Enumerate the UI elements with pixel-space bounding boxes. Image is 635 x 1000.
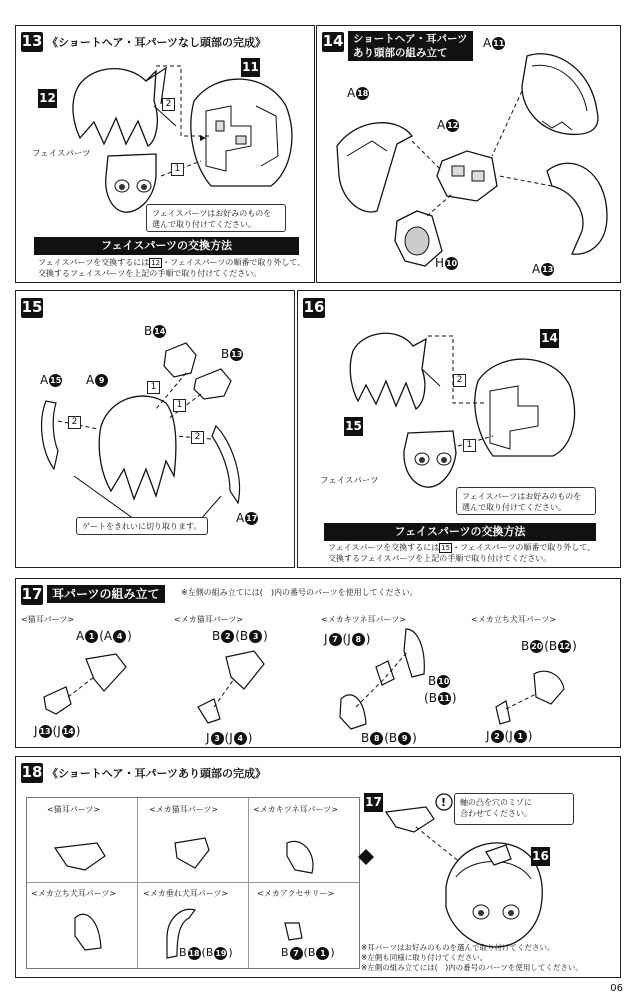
part-number: 14 bbox=[62, 727, 74, 736]
part-letter: B bbox=[307, 946, 316, 959]
part-letter: A bbox=[86, 373, 95, 387]
part-letter: B bbox=[281, 946, 289, 959]
exchange-bar: フェイスパーツの交換方法 bbox=[34, 237, 299, 255]
face-parts-label: フェイスパーツ bbox=[32, 149, 91, 159]
part-letter: B bbox=[221, 347, 230, 361]
part-letter: B bbox=[548, 639, 558, 653]
step-16-panel bbox=[297, 290, 621, 568]
face-note: フェイスパーツはお好みのものを 選んで取り付けてください。 bbox=[456, 487, 596, 515]
hair-part-illustration bbox=[16, 26, 316, 226]
part-callout: J 13 (J 14 ) bbox=[34, 724, 81, 738]
callout-note: 軸の凸を穴のミゾに 合わせてください。 bbox=[454, 793, 574, 825]
part-number: 3 bbox=[211, 732, 224, 745]
part-letter: B bbox=[205, 946, 214, 959]
part-letter: A bbox=[76, 629, 85, 643]
part-letter: J bbox=[486, 729, 490, 743]
part-letter: J bbox=[347, 632, 351, 646]
category-label: <メカ猫耳パーツ> bbox=[174, 615, 244, 624]
part-callout-a11 bbox=[483, 36, 506, 50]
order-marker: 2 bbox=[162, 98, 175, 111]
part-callout: J 7 (J 8 ) bbox=[324, 632, 371, 646]
part-label: 17 bbox=[364, 793, 383, 812]
step-18-panel bbox=[15, 756, 621, 978]
part-callout-a9 bbox=[86, 373, 109, 387]
part-letter: A bbox=[236, 511, 245, 525]
part-number: 13 bbox=[542, 265, 554, 274]
part-number: 12 bbox=[559, 642, 571, 651]
part-letter: J bbox=[206, 731, 210, 745]
part-callout: J 3 (J 4 ) bbox=[206, 731, 253, 745]
part-number: 7 bbox=[290, 947, 303, 960]
part-letter: J bbox=[324, 632, 328, 646]
order-marker: 2 bbox=[68, 416, 81, 429]
svg-text:!: ! bbox=[441, 796, 447, 809]
part-callout: B 20 (B 12 ) bbox=[521, 639, 577, 653]
category-label: <メカ立ち犬耳パーツ> bbox=[471, 615, 557, 624]
option-label: <猫耳パーツ> bbox=[47, 805, 101, 814]
exchange-text-2: 交換するフェイスパーツを上記の手順で取り付けてください。 bbox=[38, 269, 262, 278]
step-number: 14 bbox=[322, 32, 344, 50]
part-number: 4 bbox=[234, 732, 247, 745]
gate-note: ゲートをきれいに切り取ります。 bbox=[76, 517, 208, 535]
order-marker: 1 bbox=[463, 439, 476, 452]
option-label: <メカアクセサリー> bbox=[257, 889, 335, 898]
option-label: <メカ垂れ犬耳パーツ> bbox=[143, 889, 229, 898]
step-title: 《ショートヘア・耳パーツなし頭部の完成》 bbox=[47, 36, 267, 49]
ear-parts-illustration bbox=[16, 579, 622, 749]
part-letter: H bbox=[435, 256, 445, 270]
exchange-post: ・フェイスパーツの順番で取り外して、 bbox=[452, 543, 596, 552]
part-number: 11 bbox=[493, 39, 505, 48]
step-note: ※左側の組み立てには( )内の番号のパーツを使用してください。 bbox=[361, 963, 583, 972]
part-number: 13 bbox=[39, 727, 51, 736]
part-callout bbox=[428, 674, 451, 688]
part-number: 7 bbox=[329, 633, 342, 646]
part-callout: (B 11 ) bbox=[424, 691, 457, 705]
part-letter: B bbox=[388, 731, 398, 745]
part-letter: A bbox=[347, 86, 356, 100]
exchange-num: 12 bbox=[151, 259, 161, 267]
part-callout: B 8 (B 9 ) bbox=[361, 731, 417, 745]
step-number: 15 bbox=[21, 298, 43, 316]
part-number: 10 bbox=[445, 259, 458, 268]
part-callout: A 1 (A 4 ) bbox=[76, 629, 132, 643]
order-marker: 2 bbox=[191, 431, 204, 444]
part-letter: B bbox=[521, 639, 530, 653]
part-label: 14 bbox=[540, 329, 559, 348]
part-number: 8 bbox=[370, 732, 383, 745]
part-number: 4 bbox=[113, 630, 126, 643]
part-number: 1 bbox=[316, 947, 329, 960]
step-note: ※左側の組み立てには( )内の番号のパーツを使用してください。 bbox=[181, 588, 418, 597]
part-number: 10 bbox=[438, 677, 450, 686]
part-callout-a12 bbox=[437, 118, 460, 132]
part-letter: B bbox=[179, 946, 187, 959]
part-number: 3 bbox=[249, 630, 262, 643]
part-letter: B bbox=[428, 674, 437, 688]
step-number: 13 bbox=[21, 32, 43, 50]
part-label: 16 bbox=[531, 847, 550, 866]
option-label: <メカ立ち犬耳パーツ> bbox=[31, 889, 117, 898]
step-15-panel bbox=[15, 290, 295, 568]
part-callout-b14 bbox=[144, 324, 167, 338]
part-label: 12 bbox=[38, 89, 57, 108]
part-number: 1 bbox=[85, 630, 98, 643]
part-number: 18 bbox=[357, 89, 369, 98]
page-number: 06 bbox=[610, 983, 623, 994]
part-number: 11 bbox=[438, 694, 450, 703]
part-callout-h10 bbox=[435, 256, 459, 270]
order-marker: 1 bbox=[173, 399, 186, 412]
part-number: 2 bbox=[491, 730, 504, 743]
exchange-pre: フェイスパーツを交換するには bbox=[38, 258, 150, 267]
part-letter: J bbox=[229, 731, 233, 745]
part-callout-a15 bbox=[40, 373, 63, 387]
part-callout-a13 bbox=[532, 262, 555, 276]
category-label: <メカキツネ耳パーツ> bbox=[321, 615, 406, 624]
part-letter: J bbox=[34, 724, 38, 738]
part-number: 15 bbox=[50, 376, 62, 385]
exchange-bar: フェイスパーツの交換方法 bbox=[324, 523, 596, 541]
exchange-num: 15 bbox=[441, 544, 451, 552]
step-14-panel bbox=[316, 25, 621, 283]
order-marker: 1 bbox=[147, 381, 160, 394]
part-letter: A bbox=[483, 36, 492, 50]
part-callout: J 2 (J 1 ) bbox=[486, 729, 533, 743]
part-number: 9 bbox=[95, 374, 108, 387]
part-number: 13 bbox=[231, 350, 243, 359]
part-letter: B bbox=[428, 691, 437, 705]
face-parts-label: フェイスパーツ bbox=[320, 476, 379, 486]
step-number: 17 bbox=[21, 585, 43, 603]
part-callout: B 2 (B 3 ) bbox=[212, 629, 268, 643]
step-note: ※左側も同様に取り付けてください。 bbox=[361, 953, 488, 962]
part-callout: B 7 (B 1 ) bbox=[281, 946, 335, 959]
part-letter: A bbox=[40, 373, 49, 387]
part-label: 15 bbox=[344, 417, 363, 436]
step-note: ※耳パーツはお好みのものを選んで取り付けてください。 bbox=[361, 943, 555, 952]
step-number: 16 bbox=[303, 298, 325, 316]
step-title-line2: あり頭部の組み立て bbox=[353, 47, 448, 59]
face-note: フェイスパーツはお好みのものを 選んで取り付けてください。 bbox=[146, 204, 286, 232]
part-callout-a17 bbox=[236, 511, 259, 525]
step-title: 《ショートヘア・耳パーツあり頭部の完成》 bbox=[47, 767, 267, 780]
part-callout-b13 bbox=[221, 347, 244, 361]
part-letter: J bbox=[509, 729, 513, 743]
part-callout-a18 bbox=[347, 86, 370, 100]
part-number: 8 bbox=[352, 633, 365, 646]
part-number: 18 bbox=[188, 948, 200, 958]
part-letter: B bbox=[361, 731, 370, 745]
order-marker: 2 bbox=[453, 374, 466, 387]
exchange-text-2: 交換するフェイスパーツを上記の手順で取り付けてください。 bbox=[328, 554, 552, 563]
step-title-line1: ショートヘア・耳パーツ bbox=[353, 33, 468, 45]
step-title: 耳パーツの組み立て bbox=[47, 585, 165, 603]
option-label: <メカ猫耳パーツ> bbox=[149, 805, 219, 814]
part-letter: A bbox=[532, 262, 541, 276]
part-callout: B 18 (B 19 ) bbox=[179, 946, 233, 959]
part-letter: A bbox=[103, 629, 113, 643]
part-letter: B bbox=[239, 629, 249, 643]
part-letter: J bbox=[57, 724, 61, 738]
exchange-pre: フェイスパーツを交換するには bbox=[328, 543, 440, 552]
part-number: 20 bbox=[531, 642, 543, 651]
category-label: <猫耳パーツ> bbox=[21, 615, 75, 624]
exchange-post: ・フェイスパーツの順番で取り外して、 bbox=[162, 258, 306, 267]
head-assembly-illustration bbox=[317, 26, 622, 284]
part-number: 2 bbox=[221, 630, 234, 643]
part-letter: A bbox=[437, 118, 446, 132]
part-label: 11 bbox=[241, 58, 260, 77]
part-number: 17 bbox=[246, 514, 258, 523]
step-number: 18 bbox=[21, 763, 43, 781]
part-letter: B bbox=[212, 629, 221, 643]
part-number: 12 bbox=[447, 121, 459, 130]
part-number: 19 bbox=[215, 948, 227, 958]
part-number: 1 bbox=[514, 730, 527, 743]
step-17-panel bbox=[15, 578, 621, 748]
option-label: <メカキツネ耳パーツ> bbox=[253, 805, 338, 814]
part-number: 14 bbox=[154, 327, 166, 336]
step-13-panel bbox=[15, 25, 315, 283]
order-marker: 1 bbox=[171, 163, 184, 176]
part-number: 9 bbox=[398, 732, 411, 745]
part-letter: B bbox=[144, 324, 153, 338]
